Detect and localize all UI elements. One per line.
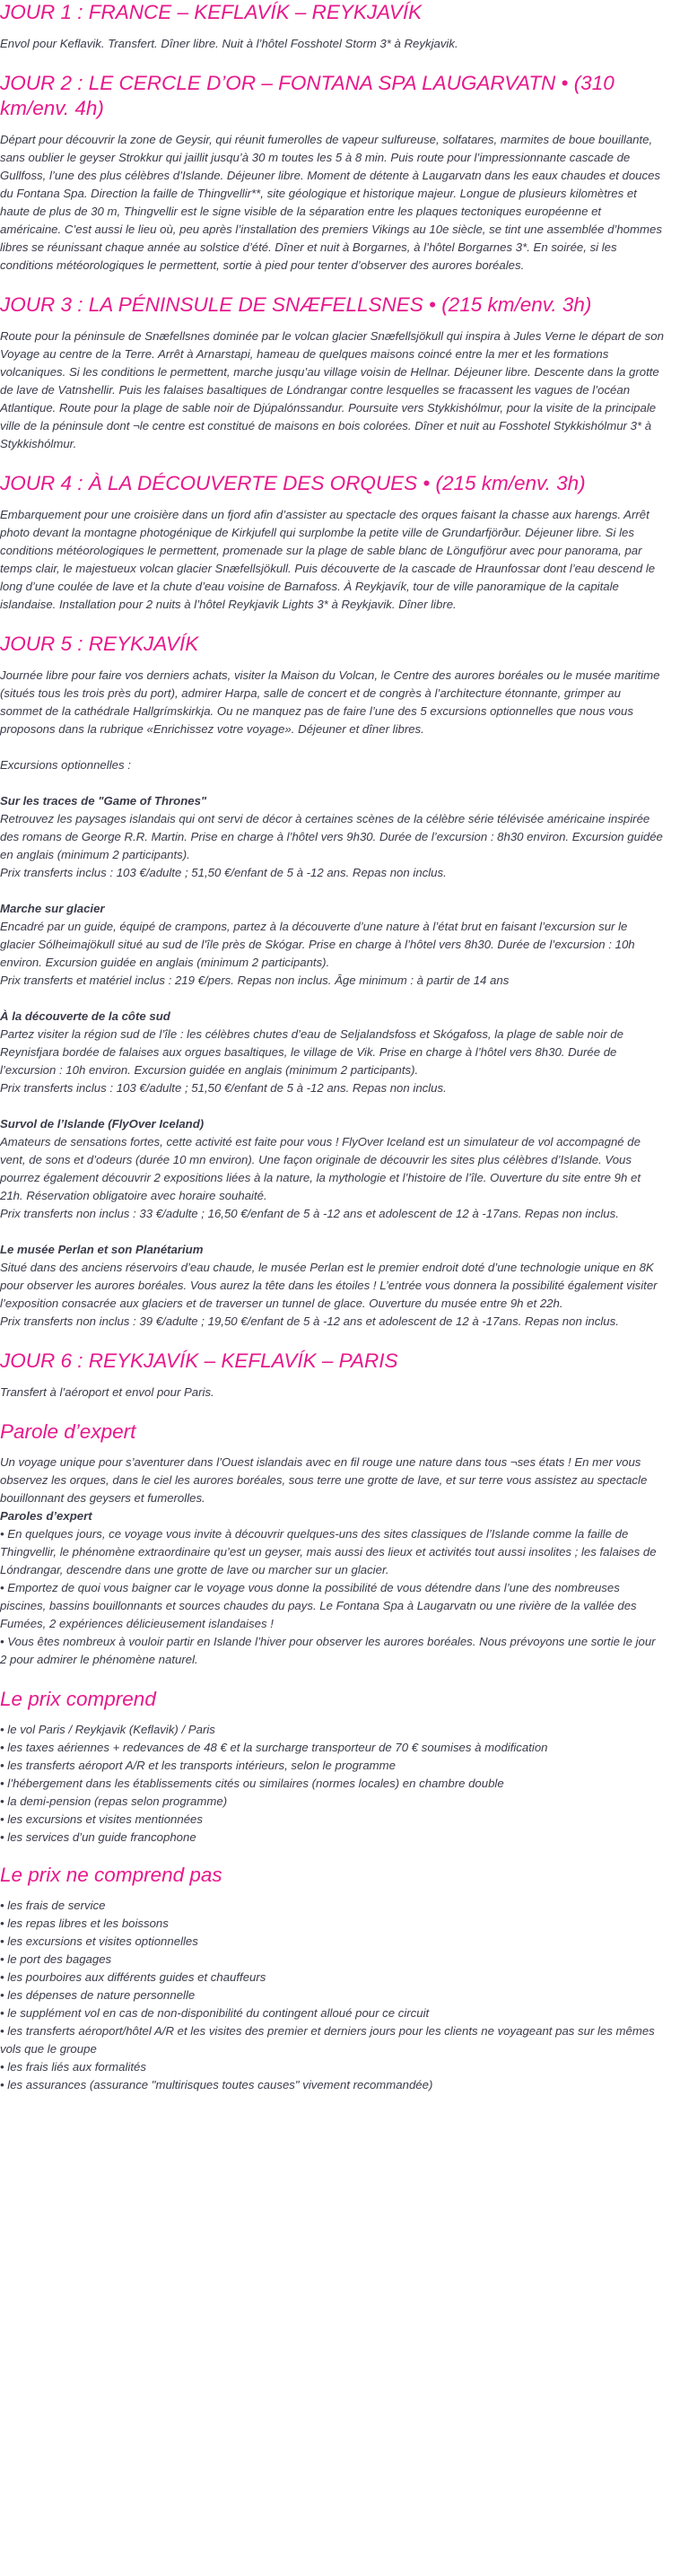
excluded-title: Le prix ne comprend pas — [0, 1864, 222, 1886]
excursion-price: Prix transferts inclus : 103 €/adulte ; 51,50 €/enfant de 5 à -12 ans. Repas non inclus. — [0, 1081, 447, 1095]
day-3-text: Route pour la péninsule de Snæfellsnes dominée par le volcan glacier Snæfellsjökull qui inspira à Jules Verne le départ de son Voyage au centre de la Terre. Arrêt à Arnarstapi, hameau de quelques maisons coincé entre la mer et les formations volcaniques. Si les conditions le permettent, marche jusqu’au village voisin de Hellnar. Déjeuner libre. Descente dans la grotte de lave de Vatnshellir. Puis les falaises basaltiques de Lóndrangar contre lesquelles se fracassent les vagues de l’océan Atlantique. Route pour la plage de sable noir de Djúpalónssandur. Poursuite vers Stykkishólmur, pour la visite de la principale ville de la péninsule dont ¬le centre est constitué de maisons en bois colorées. Dîner et nuit au Fosshotel Stykkishólmur 3* à Stykkishólmur. — [0, 329, 664, 450]
excursion-title: Le musée Perlan et son Planétarium — [0, 1243, 204, 1256]
excursion-perlan — [0, 1241, 664, 1331]
day-1-text: Envol pour Keflavik. Transfert. Dîner libre. Nuit à l’hôtel Fosshotel Storm 3* à Reykjavik. — [0, 37, 458, 50]
expert-intro: Un voyage unique pour s’aventurer dans l’Ouest islandais avec en fil rouge une nature dans tous ¬ses états ! En mer vous observez les orques, dans le ciel les aurores boréales, sous terre une grotte de lave, et sur terre vous assistez au spectacle bouillonnant des geysers et fumerolles. — [0, 1455, 648, 1505]
list-item: • les frais de service — [0, 1899, 106, 1912]
day-5-text: Journée libre pour faire vos derniers achats, visiter la Maison du Volcan, le Centre des aurores boréales ou le musée maritime (situés tous les trois près du port), admirer Harpa, salle de concert et de congrès à l’architecture étonnante, grimper au sommet de la cathédrale Hallgrímskirkja. Ou ne manquez pas de faire l’une des 5 excursions optionnelles que nous vous proposons dans la rubrique «Enrichissez votre voyage». Déjeuner et dîner libres. — [0, 668, 660, 736]
expert-title: Parole d’expert — [0, 1420, 136, 1443]
excursion-glacier — [0, 900, 664, 990]
list-item: • les repas libres et les boissons — [0, 1917, 169, 1930]
included-list — [0, 1721, 664, 1847]
day-2-text: Départ pour découvrir la zone de Geysir, qui réunit fumerolles de vapeur sulfureuse, solfatares, marmites de boue bouillante, sans oublier le geyser Strokkur qui jaillit jusqu’à 30 m toutes les 5 à 8 min. Puis route pour l’impressionnante cascade de Gullfoss, l’une des plus célèbres d’Islande. Déjeuner libre. Moment de détente à Laugarvatn dans les eaux chaudes et douces du Fontana Spa. Direction la faille de Thingvellir**, site géologique et historique majeur. Longue de plusieurs kilomètres et haute de plus de 30 m, Thingvellir est le signe visible de la séparation entre les plaques tectoniques européenne et américaine. C’est aussi le lieu où, peu après l’installation des premiers Vikings au 10e siècle, se tint une assemblée d’hommes libres se réunissant chaque année au solstice d’été. Dîner et nuit à Borgarnes, à l’hôtel Borgarnes 3*. En soirée, si les conditions météorologiques le permettent, sortie à pied pour tenter d’observer des aurores boréales. — [0, 133, 662, 272]
excursion-description: Encadré par un guide, équipé de crampons, partez à la découverte d’une nature à l’état brut en faisant l’excursion sur le glacier Sólheimajökull situé au sud de l’île près de Skógar. Prise en charge à l’hôtel vers 8h30. Durée de l’excursion : 10h environ. Excursion guidée en anglais (minimum 2 participants). — [0, 920, 635, 969]
list-item: • le port des bagages — [0, 1952, 112, 1966]
expert-bullet: • Vous êtes nombreux à vouloir partir en Islande l’hiver pour observer les aurores boréales. Nous prévoyons une sortie le jour 2 pour admirer le phénomène naturel. — [0, 1635, 656, 1666]
day-4-title: JOUR 4 : À LA DÉCOUVERTE DES ORQUES • (215 km/env. 3h) — [0, 472, 586, 494]
expert-subtitle: Paroles d’expert — [0, 1509, 92, 1523]
list-item: • les taxes aériennes + redevances de 48 € et la surcharge transporteur de 70 € soumises à modification — [0, 1741, 548, 1754]
excursion-title: À la découverte de la côte sud — [0, 1009, 170, 1023]
excursion-price: Prix transferts et matériel inclus : 219 €/pers. Repas non inclus. Âge minimum : à partir de 14 ans — [0, 974, 510, 987]
list-item: • les transferts aéroport/hôtel A/R et les visites des premier et derniers jours pour les clients ne voyageant pas sur les mêmes vols que le groupe — [0, 2024, 655, 2056]
list-item: • les dépenses de nature personnelle — [0, 1988, 196, 2002]
list-item: • les frais liés aux formalités — [0, 2060, 146, 2074]
included-title: Le prix comprend — [0, 1688, 156, 1710]
list-item: • les excursions et visites optionnelles — [0, 1934, 198, 1948]
excursion-price: Prix transferts non inclus : 33 €/adulte ; 16,50 €/enfant de 5 à -12 ans et adolescent de 12 à -17ans. Repas non inclus. — [0, 1207, 619, 1220]
excursion-description: Partez visiter la région sud de l’île : les célèbres chutes d’eau de Seljalandsfoss et Skógafoss, la plage de sable noir de Reynisfjara bordée de falaises aux orgues basaltiques, le village de Vik. Prise en charge à l’hôtel vers 8h30. Durée de l’excursion : 10h environ. Excursion guidée en anglais (minimum 2 participants). — [0, 1027, 623, 1077]
day-6-text: Transfert à l’aéroport et envol pour Paris. — [0, 1385, 214, 1399]
day-5-title: JOUR 5 : REYKJAVÍK — [0, 633, 199, 655]
excursion-description: Situé dans des anciens réservoirs d’eau chaude, le musée Perlan est le premier endroit doté d’une technologie unique en 8K pour observer les aurores boréales. Vous aurez la tête dans les étoiles ! L’entrée vous donnera la possibilité également visiter l’exposition consacrée aux glaciers et de traverser un tunnel de glace. Ouverture du musée entre 9h et 22h. — [0, 1261, 658, 1310]
excursion-title: Marche sur glacier — [0, 902, 105, 915]
day-2-title: JOUR 2 : LE CERCLE D’OR – FONTANA SPA LAUGARVATN • (310 km/env. 4h) — [0, 72, 615, 119]
excursion-description: Retrouvez les paysages islandais qui ont servi de décor à certaines scènes de la célèbre série télévisée américaine inspirée des romans de George R.R. Martin. Prise en charge à l’hôtel vers 9h30. Durée de l’excursion : 8h30 environ. Excursion guidée en anglais (minimum 2 participants). — [0, 812, 663, 861]
day-3-title: JOUR 3 : LA PÉNINSULE DE SNÆFELLSNES • (215 km/env. 3h) — [0, 293, 592, 316]
excursion-got — [0, 792, 664, 882]
list-item: • la demi-pension (repas selon programme) — [0, 1794, 228, 1808]
list-item: • le vol Paris / Reykjavik (Keflavik) / Paris — [0, 1723, 215, 1736]
list-item: • le supplément vol en cas de non-disponibilité du contingent alloué pour ce circuit — [0, 2006, 430, 2020]
day-1-title: JOUR 1 : FRANCE – KEFLAVÍK – REYKJAVÍK — [0, 1, 423, 23]
excursion-title: Survol de l’Islande (FlyOver Iceland) — [0, 1117, 205, 1131]
excursion-title: Sur les traces de "Game of Thrones" — [0, 794, 207, 808]
list-item: • les pourboires aux différents guides et chauffeurs — [0, 1970, 266, 1984]
excursion-price: Prix transferts inclus : 103 €/adulte ; 51,50 €/enfant de 5 à -12 ans. Repas non inclus. — [0, 866, 447, 879]
list-item: • les transferts aéroport A/R et les transports intérieurs, selon le programme — [0, 1759, 396, 1772]
excursion-flyover — [0, 1115, 664, 1223]
list-item: • les excursions et visites mentionnées — [0, 1812, 203, 1826]
excursion-description: Amateurs de sensations fortes, cette activité est faite pour vous ! FlyOver Iceland est un simulateur de vol accompagné de vent, de sons et d’odeurs (durée 10 mn environ). Une façon originale de découvrir les sites plus célèbres d’Islande. Vous pourrez également découvrir 2 expositions liées à la nature, la mythologie et l’histoire de l’île. Ouverture du site entre 9h et 21h. Réservation obligatoire avec horaire souhaité. — [0, 1135, 641, 1202]
list-item: • l’hébergement dans les établissements cités ou similaires (normes locales) en chambre double — [0, 1777, 504, 1790]
excursion-price: Prix transferts non inclus : 39 €/adulte ; 19,50 €/enfant de 5 à -12 ans et adolescent de 12 à -17ans. Repas non inclus. — [0, 1314, 619, 1328]
list-item: • les assurances (assurance "multirisques toutes causes" vivement recommandée) — [0, 2078, 433, 2091]
expert-bullet: • En quelques jours, ce voyage vous invite à découvrir quelques-uns des sites classiques de l’Islande comme la faille de Thingvellir, le phénomène extraordinaire qu’est un geyser, mais aussi des lieux et activités tout aussi insolites ; les falaises de Lóndrangar, descendre dans une grotte de lave ou marcher sur un glacier. — [0, 1527, 657, 1576]
list-item: • les services d’un guide francophone — [0, 1830, 196, 1844]
expert-section — [0, 1454, 664, 1669]
expert-bullet: • Emportez de quoi vous baigner car le voyage vous donne la possibilité de vous détendre dans l’une des nombreuses piscines, bassins bouillonnants et sources chaudes du pays. Le Fontana Spa à Laugarvatn ou une rivière de la vallée des Fumées, 2 expériences délicieusement islandaises ! — [0, 1581, 637, 1630]
excursion-south-coast — [0, 1008, 664, 1097]
excursions-heading: Excursions optionnelles : — [0, 758, 131, 772]
excluded-list — [0, 1897, 664, 2094]
day-6-title: JOUR 6 : REYKJAVÍK – KEFLAVÍK – PARIS — [0, 1349, 398, 1372]
day-4-text: Embarquement pour une croisière dans un fjord afin d’assister au spectacle des orques faisant la chasse aux harengs. Arrêt photo devant la montagne photogénique de Kirkjufell qui surplombe la petite ville de Grundarfjörður. Déjeuner libre. Si les conditions météorologiques le permettent, promenade sur la plage de sable blanc de Löngufjörur avec pour panorama, par temps clair, le majestueux volcan glacier Snæfellsjökull. Puis découverte de la cascade de Hraunfossar dont l’eau descend le long d’une coulée de lave et la chute d’eau voisine de Barnafoss. À Reykjavík, tour de ville panoramique de la capitale islandaise. Installation pour 2 nuits à l’hôtel Reykjavik Lights 3* à Reykjavik. Dîner libre. — [0, 508, 656, 611]
